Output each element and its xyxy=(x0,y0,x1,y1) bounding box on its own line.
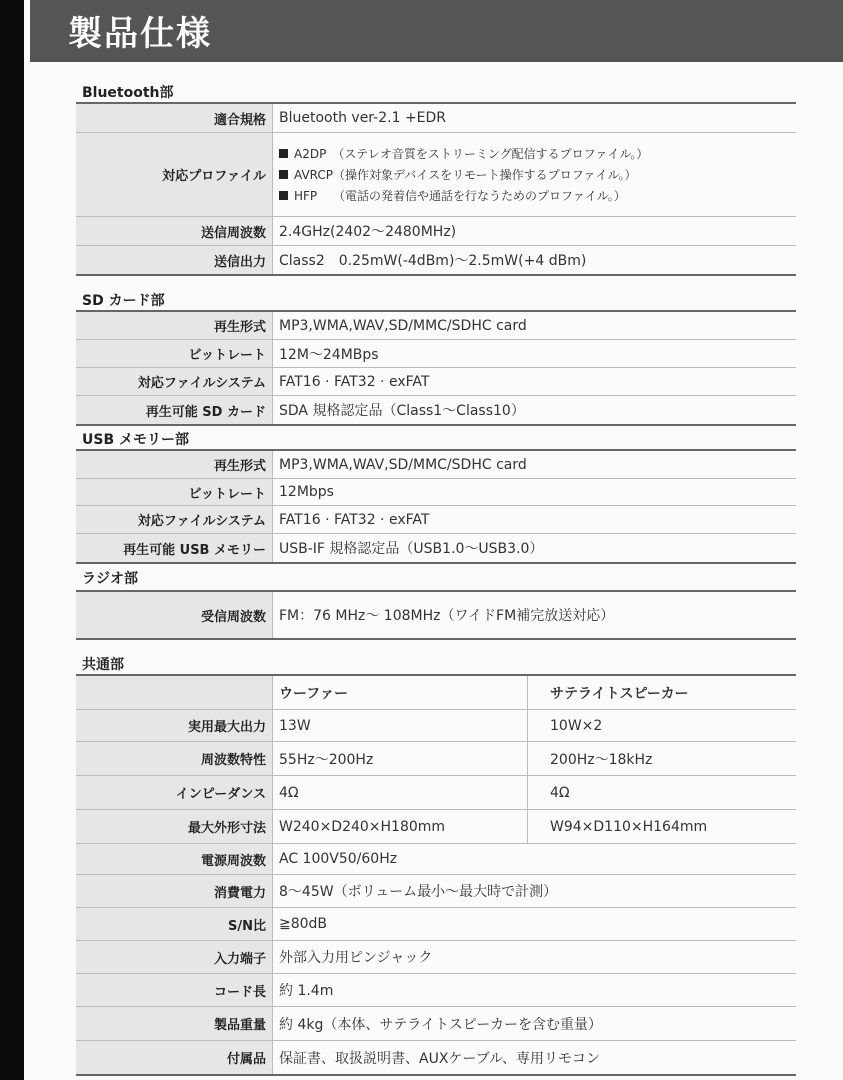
table-row xyxy=(76,479,796,506)
table-row xyxy=(76,534,796,562)
woofer-value: 13W xyxy=(279,717,311,734)
bullet-square-icon xyxy=(279,149,288,158)
satellite-value: 4Ω xyxy=(527,776,796,809)
row-value: AC 100V50/60Hz xyxy=(272,844,796,874)
column-header-row xyxy=(76,676,796,710)
row-label: 電源周波数 xyxy=(76,844,272,874)
satellite-value: 200Hz〜18kHz xyxy=(527,742,796,775)
table-row xyxy=(76,974,796,1007)
sd-table xyxy=(76,310,796,426)
table-row xyxy=(76,340,796,368)
page-title: 製品仕様 xyxy=(68,14,212,54)
row-values xyxy=(272,742,796,775)
row-label: 再生可能 SD カード xyxy=(76,396,272,424)
bluetooth-table xyxy=(76,102,796,276)
table-row xyxy=(76,1007,796,1041)
satellite-value: 10W×2 xyxy=(527,710,796,741)
table-row xyxy=(76,1041,796,1074)
row-label: 製品重量 xyxy=(76,1007,272,1040)
woofer-value: 4Ω xyxy=(279,784,299,801)
row-label: ビットレート xyxy=(76,340,272,367)
row-value: MP3,WMA,WAV,SD/MMC/SDHC card xyxy=(272,312,796,339)
row-value: SDA 規格認定品（Class1〜Class10） xyxy=(272,396,796,424)
table-row xyxy=(76,742,796,776)
row-value: 12M〜24MBps xyxy=(272,340,796,367)
row-label: 対応ファイルシステム xyxy=(76,506,272,533)
row-value: FAT16 · FAT32 · exFAT xyxy=(272,506,796,533)
row-label: 送信出力 xyxy=(76,246,272,274)
row-label: 最大外形寸法 xyxy=(76,810,272,843)
row-label: コード長 xyxy=(76,974,272,1006)
title-bar xyxy=(30,0,843,62)
table-row xyxy=(76,592,796,638)
table-row xyxy=(76,776,796,810)
table-row xyxy=(76,246,796,274)
row-label: 実用最大出力 xyxy=(76,710,272,741)
table-row xyxy=(76,941,796,974)
table-row xyxy=(76,133,796,217)
row-value: 2.4GHz(2402〜2480MHz) xyxy=(272,217,796,245)
table-row xyxy=(76,368,796,396)
column-header-woofer: ウーファー xyxy=(279,685,349,702)
row-label: 適合規格 xyxy=(76,104,272,132)
row-value: Bluetooth ver-2.1 +EDR xyxy=(272,104,796,132)
profile-text: A2DP （ステレオ音質をストリーミング配信するプロファイル。） xyxy=(294,147,649,161)
profile-item xyxy=(279,187,626,204)
row-values xyxy=(272,710,796,741)
profile-text: AVRCP（操作対象デバイスをリモート操作するプロファイル。） xyxy=(294,168,637,182)
row-value: 約 1.4m xyxy=(272,974,796,1006)
row-value: 外部入力用ピンジャック xyxy=(272,941,796,973)
section-heading-common: 共通部 xyxy=(82,657,124,673)
row-value: 12Mbps xyxy=(272,479,796,505)
row-value: 約 4kg（本体、サテライトスピーカーを含む重量） xyxy=(272,1007,796,1040)
row-value: FAT16 · FAT32 · exFAT xyxy=(272,368,796,395)
section-heading-radio: ラジオ部 xyxy=(82,571,138,587)
profile-list xyxy=(272,133,796,216)
row-label: 再生形式 xyxy=(76,312,272,339)
section-heading-sd: SD カード部 xyxy=(82,293,165,309)
table-row xyxy=(76,875,796,908)
section-heading-bluetooth: Bluetooth部 xyxy=(82,85,174,101)
section-heading-usb: USB メモリー部 xyxy=(82,432,189,448)
header-blank xyxy=(76,676,272,709)
column-header-satellite: サテライトスピーカー xyxy=(527,676,796,709)
bullet-square-icon xyxy=(279,170,288,179)
common-table xyxy=(76,674,796,1076)
row-values xyxy=(272,776,796,809)
profile-text: HFP （電話の発着信や通話を行なうためのプロファイル。） xyxy=(294,189,626,203)
woofer-value: 55Hz〜200Hz xyxy=(279,751,374,768)
row-value: 保証書、取扱説明書、AUXケーブル、専用リモコン xyxy=(272,1041,796,1074)
row-label: 入力端子 xyxy=(76,941,272,973)
row-label: インピーダンス xyxy=(76,776,272,809)
profile-item xyxy=(279,145,648,162)
row-label: 対応プロファイル xyxy=(76,133,272,216)
row-value: ≧80dB xyxy=(272,908,796,940)
table-row xyxy=(76,217,796,246)
table-row xyxy=(76,451,796,479)
row-label: 対応ファイルシステム xyxy=(76,368,272,395)
table-row xyxy=(76,104,796,133)
row-label: 受信周波数 xyxy=(76,592,272,638)
column-headers xyxy=(272,676,796,709)
row-label: 消費電力 xyxy=(76,875,272,907)
table-row xyxy=(76,810,796,844)
row-value: MP3,WMA,WAV,SD/MMC/SDHC card xyxy=(272,451,796,478)
row-label: 付属品 xyxy=(76,1041,272,1074)
satellite-value: W94×D110×H164mm xyxy=(527,810,796,843)
radio-table xyxy=(76,590,796,640)
table-row xyxy=(76,506,796,534)
usb-table xyxy=(76,449,796,564)
bullet-square-icon xyxy=(279,191,288,200)
row-values xyxy=(272,810,796,843)
table-row xyxy=(76,396,796,424)
table-row xyxy=(76,312,796,340)
row-value: 8〜45W（ボリューム最小〜最大時で計測） xyxy=(272,875,796,907)
table-row xyxy=(76,710,796,742)
row-value: USB-IF 規格認定品（USB1.0〜USB3.0） xyxy=(272,534,796,562)
row-label: 送信周波数 xyxy=(76,217,272,245)
row-value: Class2 0.25mW(-4dBm)〜2.5mW(+4 dBm) xyxy=(272,246,796,274)
table-row xyxy=(76,844,796,875)
row-label: 再生形式 xyxy=(76,451,272,478)
row-label: S/N比 xyxy=(76,908,272,940)
row-label: 再生可能 USB メモリー xyxy=(76,534,272,562)
table-row xyxy=(76,908,796,941)
row-label: ビットレート xyxy=(76,479,272,505)
row-label: 周波数特性 xyxy=(76,742,272,775)
woofer-value: W240×D240×H180mm xyxy=(279,818,446,835)
left-edge xyxy=(0,0,24,1080)
row-value: FM：76 MHz〜 108MHz（ワイドFM補完放送対応） xyxy=(272,592,796,638)
profile-item xyxy=(279,166,637,183)
